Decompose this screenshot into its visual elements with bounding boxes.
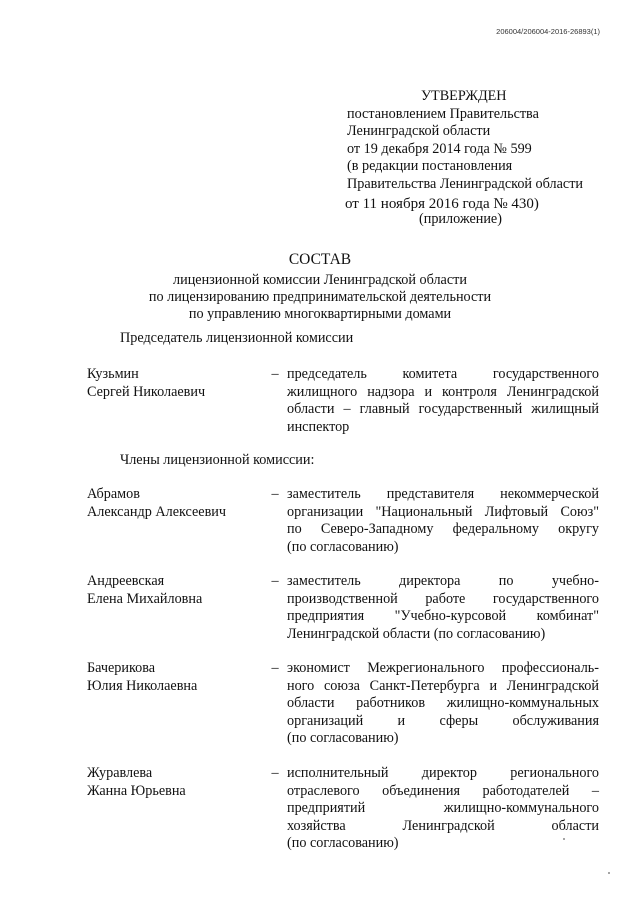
person-name (87, 573, 267, 608)
person-surname: Кузьмин (87, 366, 139, 382)
person-position (287, 366, 599, 436)
dash-separator: – (271, 660, 279, 676)
position-line: организаций и сферы обслуживания (287, 712, 599, 729)
scan-speck (608, 872, 610, 874)
person-surname: Абрамов (87, 486, 140, 502)
approval-title: УТВЕРЖДЕН (421, 88, 507, 104)
position-line: предприятия "Учебно-курсовой комбинат" (287, 608, 599, 624)
person-position (287, 486, 599, 556)
position-line: заместитель директора по учебно- (287, 573, 599, 589)
person-given-name: Жанна Юрьевна (87, 782, 186, 799)
person-given-name: Сергей Николаевич (87, 383, 206, 400)
position-line: области работников жилищно-коммунальных (287, 695, 599, 711)
position-line: области – главный государственный жилищный (287, 401, 599, 417)
position-line: жилищного надзора и контроля Ленинградской (287, 383, 599, 400)
position-line: отраслевого объединения работодателей – (287, 782, 599, 799)
section-chairman-heading: Председатель лицензионной комиссии (120, 330, 354, 346)
scan-speck (563, 838, 565, 840)
position-line: производственной работе государственного (287, 590, 599, 607)
person-name (87, 366, 267, 401)
position-line: Ленинградской области (по согласованию) (287, 625, 546, 642)
person-position (287, 660, 599, 748)
approval-line: (в редакции постановления (347, 158, 513, 174)
person-surname: Андреевская (87, 573, 165, 589)
position-line: исполнительный директор регионального (287, 765, 599, 781)
person-name (87, 486, 267, 521)
dash-separator: – (271, 366, 279, 382)
title-line: по лицензированию предпринимательской деятельности (148, 289, 492, 305)
position-line: хозяйства Ленинградской области (287, 817, 599, 834)
document-title (0, 250, 640, 323)
position-line: (по согласованию) (287, 538, 399, 555)
approval-line: Правительства Ленинградской области (347, 175, 583, 192)
position-line: организации "Национальный Лифтовый Союз" (287, 503, 599, 520)
title-line: лицензионной комиссии Ленинградской области (173, 272, 467, 288)
person-name (87, 765, 267, 800)
position-line: (по согласованию) (287, 835, 399, 851)
dash-separator: – (271, 573, 279, 589)
person-given-name: Елена Михайловна (87, 590, 203, 607)
dash-separator: – (271, 765, 279, 781)
position-line: председатель комитета государственного (287, 366, 599, 382)
person-surname: Журавлева (87, 765, 153, 781)
approval-line: от 19 декабря 2014 года № 599 (347, 140, 532, 157)
position-line: (по согласованию) (287, 730, 399, 746)
person-given-name: Юлия Николаевна (87, 677, 198, 694)
section-members-heading: Члены лицензионной комиссии: (120, 452, 315, 468)
position-line: заместитель представителя некоммерческой (287, 486, 599, 502)
approval-stamp (347, 88, 617, 226)
person-given-name: Александр Алексеевич (87, 503, 227, 520)
approval-appendix: (приложение) (419, 211, 502, 227)
position-line: предприятий жилищно-коммунального (287, 800, 599, 816)
person-position (287, 573, 599, 643)
person-name (87, 660, 267, 695)
approval-line: постановлением Правительства (347, 105, 539, 122)
position-line: инспектор (287, 418, 350, 435)
person-position (287, 765, 599, 853)
position-line: ного союза Санкт-Петербурга и Ленинградской (287, 677, 599, 694)
position-line: экономист Межрегионального профессиональ- (287, 660, 599, 676)
approval-line: Ленинградской области (347, 123, 491, 139)
approval-amendment: от 11 ноября 2016 года № 430) (345, 196, 539, 212)
person-surname: Бачерикова (87, 660, 156, 676)
title-main: СОСТАВ (288, 251, 352, 268)
position-line: по Северо-Западному федеральному округу (287, 521, 599, 537)
title-line: по управлению многоквартирными домами (188, 306, 452, 322)
document-code: 206004/206004-2016-26893(1) (496, 27, 600, 36)
dash-separator: – (271, 486, 279, 502)
